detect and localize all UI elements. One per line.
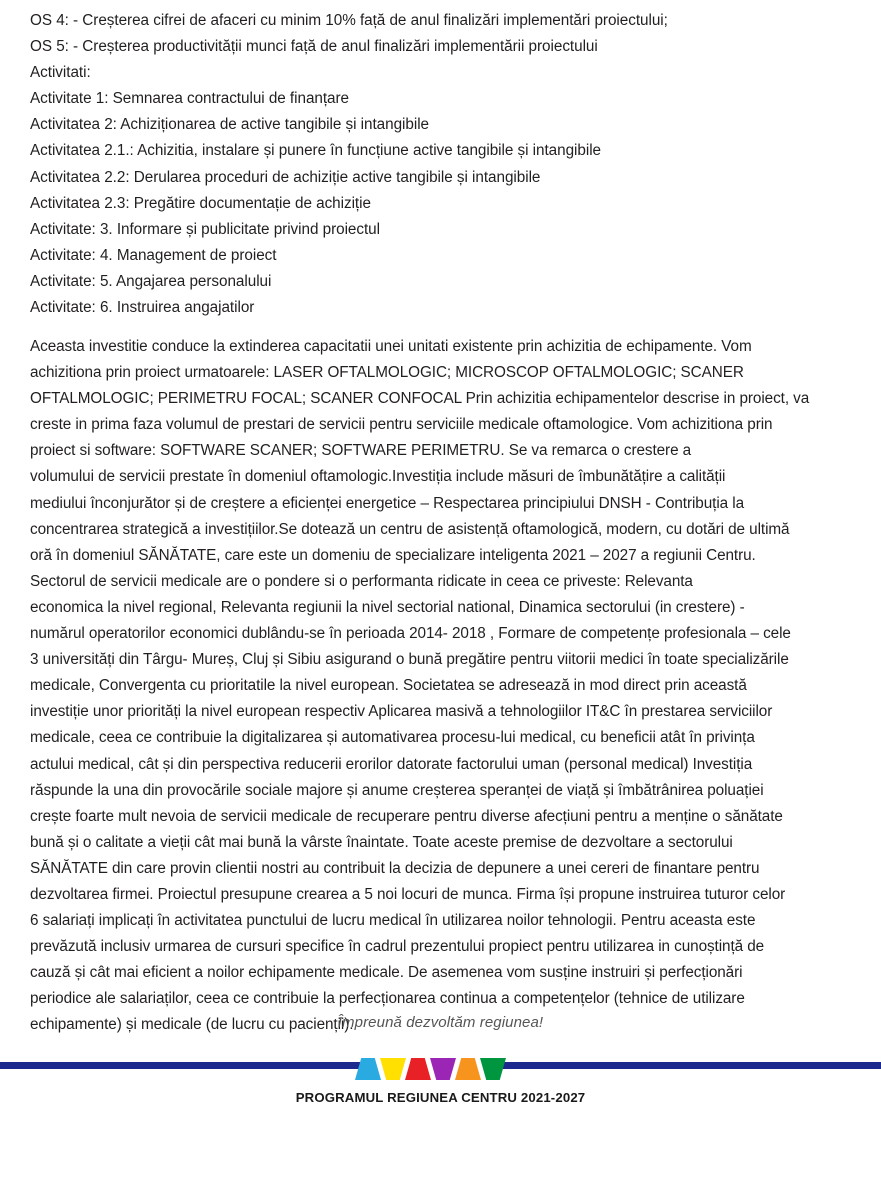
description-line: medicale, Convergenta cu prioritatile la nivel european. Societatea se adresează in mod direct prin această	[30, 677, 747, 695]
description-line: actului medical, cât și din perspectiva reducerii erorilor datorate factorului uman (personal medical) Investiția	[30, 755, 753, 773]
description-line: creste in prima faza volumul de prestari de servicii pentru serviciile medicale oftamologice. Vom achizitiona prin	[30, 416, 773, 434]
activity-line: Activitate: 5. Angajarea personalului	[30, 272, 272, 290]
activity-line: Activitatea 2: Achiziționarea de active tangibile și intangibile	[30, 116, 430, 134]
program-label: PROGRAMUL REGIUNEA CENTRU 2021-2027	[295, 1090, 586, 1105]
footer-slogan: Împreună dezvoltăm regiunea!	[337, 1014, 544, 1031]
objective-line: OS 4: - Creșterea cifrei de afaceri cu minim 10% față de anul finalizări implementări proiectului;	[30, 12, 668, 29]
activity-line: Activitatea 2.1.: Achizitia, instalare și punere în funcțiune active tangibile și intangibile	[30, 142, 602, 160]
description-line: OFTALMOLOGIC; PERIMETRU FOCAL; SCANER CONFOCAL Prin achizitia echipamentelor descrise in proiect, va	[30, 390, 810, 408]
description-line: numărul operatorilor economici dublându-se în perioada 2014- 2018 , Formare de competențe profesionala – cele	[30, 625, 791, 643]
description-line: investiție unor priorități la nivel european respectiv Aplicarea masivă a tehnologiilor IT&C în prestarea serviciilor	[30, 703, 773, 721]
description-line: dezvoltarea firmei. Proiectul presupune crearea a 5 noi locuri de munca. Firma își propune instruirea tuturor celor	[30, 885, 786, 903]
footer-rule-right	[501, 1062, 881, 1069]
description-line: concentrarea strategică a investițiilor.Se dotează un centru de asistență oftamologică, modern, cu dotări de ultimă	[30, 520, 790, 538]
description-line: 6 salariați implicați în activitatea punctului de lucru medical în utilizarea noilor tehnologii. Pentru aceasta este	[30, 912, 756, 930]
yellow-trapezoid-icon	[380, 1058, 406, 1080]
description-line: achizitiona prin proiect urmatoarele: LASER OFTALMOLOGIC; MICROSCOP OFTALMOLOGIC; SCANER	[30, 364, 744, 382]
description-line: 3 universități din Târgu- Mureș, Cluj și Sibiu asigurand o bună pregătire pentru viitorii medici în toate specializările	[30, 651, 789, 669]
activities-heading: Activitati:	[30, 64, 91, 82]
footer-rule-and-logo	[0, 1056, 881, 1082]
regiunea-centru-logo	[355, 1056, 507, 1082]
activity-line: Activitatea 2.3: Pregătire documentație de achiziție	[30, 194, 371, 212]
description-line: crește foarte mult nevoia de servicii medicale de recuperare pentru diverse afecțiuni pentru a menține o sănătate	[30, 807, 783, 825]
description-line: economica la nivel regional, Relevanta regiunii la nivel sectorial national, Dinamica sectorului (in crestere) -	[30, 598, 745, 616]
green-trapezoid-icon	[480, 1058, 506, 1080]
description-paragraph	[30, 334, 879, 1039]
description-line: Aceasta investitie conduce la extinderea capacitatii unei unitati existente prin achizitia de echipamente. Vom	[30, 338, 752, 355]
activity-line: Activitate: 6. Instruirea angajatilor	[30, 299, 255, 317]
objective-line: OS 5: - Creșterea productivității munci față de anul finalizări implementării proiectului	[30, 38, 598, 56]
activity-line: Activitate: 3. Informare și publicitate privind proiectul	[30, 220, 380, 238]
footer-rule-left	[0, 1062, 360, 1069]
red-trapezoid-icon	[405, 1058, 431, 1080]
description-line: cauză și cât mai eficient a noilor echipamente medicale. De asemenea vom susține instruiri și perfecționări	[30, 964, 743, 982]
purple-trapezoid-icon	[430, 1058, 456, 1080]
description-line: oră în domeniul SĂNĂTATE, care este un domeniu de specializare inteligenta 2021 – 2027 a regiunii Centru.	[30, 546, 756, 564]
orange-trapezoid-icon	[455, 1058, 481, 1080]
description-line: medicale, ceea ce contribuie la digitalizarea și automativarea procesu-lui medical, cu beneficii atât în privința	[30, 729, 755, 747]
cyan-trapezoid-icon	[355, 1058, 381, 1080]
page-footer	[0, 1004, 881, 1124]
description-line: bună și o calitate a vieții cât mai bună la vârste înaintate. Toate aceste premise de dezvoltare a sectorului	[30, 833, 733, 851]
activity-line: Activitate: 4. Management de proiect	[30, 246, 277, 264]
description-line: periodice ale salariaților, ceea ce contribuie la perfecționarea continua a competențelor (tehnice de utilizare	[30, 990, 745, 1008]
activity-line: Activitate 1: Semnarea contractului de finanțare	[30, 90, 350, 108]
description-line: volumului de servicii prestate în domeniul oftamologic.Investiția include măsuri de îmbunătățire a calității	[30, 468, 726, 486]
objectives-activities-block	[30, 8, 860, 321]
description-line: mediului înconjurător și de creștere a eficienței energetice – Respectarea principiului DNSH - Contribuția la	[30, 494, 744, 512]
description-line: proiect si software: SOFTWARE SCANER; SOFTWARE PERIMETRU. Se va remarca o crestere a	[30, 442, 692, 460]
description-line: răspunde la una din provocările sociale majore și anume creșterea speranței de viață și îmbătrânirea poluației	[30, 781, 764, 799]
description-line: echipamente) și medicale (de lucru cu pacienții).	[30, 1016, 354, 1034]
description-line: prevăzută inclusiv urmarea de cursuri specifice în cadrul prezentului propiect pentru utilizarea in cunoștință de	[30, 938, 765, 956]
description-line: SĂNĂTATE din care provin clientii nostri au contribuit la decizia de depunere a unei cereri de finantare pentru	[30, 859, 760, 877]
description-line: Sectorul de servicii medicale are o pondere si o performanta ridicate in ceea ce priveste: Relevanta	[30, 572, 693, 590]
activity-line: Activitatea 2.2: Derularea proceduri de achiziție active tangibile și intangibile	[30, 168, 541, 186]
